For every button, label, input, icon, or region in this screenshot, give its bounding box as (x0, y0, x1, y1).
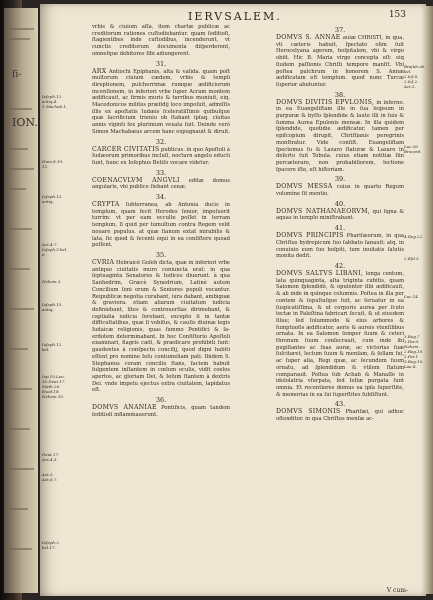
entry-43 (276, 400, 404, 422)
margin-note: Ieſeph.12. antiq.4. 1.Machab.1. (42, 94, 68, 109)
text-line (10, 268, 30, 270)
entry-number: 37. (334, 26, 346, 34)
entry-body (276, 184, 404, 197)
margin-note: Nehem.3. (42, 279, 62, 284)
margin-note: 4.Reg.22. (404, 234, 424, 239)
entry-text: Hebraicè Goſeh dicta, quæ in inferiori vrbe antiquo ciuitatis muro coniuncta erat: in qua ſeptuaginta Senatores & Iudices diuerunt. à qua Sanhedrim, Græcè Synedrium, Latinè autem Concilium ſeni orum & Seniores populi vocantur. Reipublicæ negotia curabant, iura dabant, ambiguæ & graviora. etiam aliarum ciuitatum iudicia definiebant, lites & controuerſias dirimebant, & captialia iudicia ſerebant, excepto ſi in tantæ difficultatibus, quæ ſi vobiſus, & cauſis diuinæ legis Iudaicæ religionis, quas ſummo Pontifici & ſa- erdotem determinabant. In hoc Conſiſtorio Apoſtoli examinari, flagris cæſi, & prædicare prohibiti ſunt: gaudentes à conſpectu concilij, quod digni habiti eſſent pro nomine Ieſu contumeliam pati. Ibidem S. Stephanus coram concilio ſtans, faciem habuit fulgentem inſtantem in cœlum oculis, vidit coelos apertos, ac gloriam Dei, & Ieſum ſtantem à dextris Dei. vnde impetu ejectus extra ciuitatem, lapidatus eſt. (92, 259, 230, 394)
entry-number: 38. (334, 90, 346, 99)
entry-heading: ARX (92, 67, 107, 75)
entry-text: cuius in quarto Regum volumine ſit mentio. (276, 184, 404, 198)
text-line (10, 468, 34, 470)
margin-note: Ioſeph.13. antiq. (42, 194, 63, 204)
text-line (10, 148, 28, 150)
left-column (92, 24, 230, 594)
text-line (10, 348, 28, 350)
margin-note: Num.8.19. 12. (42, 159, 64, 169)
entry-34 (92, 193, 230, 249)
entry-body (92, 178, 230, 191)
right-column (276, 24, 404, 594)
text-line (10, 428, 30, 430)
entry-35 (92, 251, 230, 394)
margin-note: Luc.14. (404, 294, 420, 299)
running-title: IERVSALEM. (188, 10, 282, 23)
entry-heading: CVRIA (92, 258, 115, 266)
entry-text: in inferno. in ea Euangeliſtam ille in ſua ſeipsum in purpuræ & byſſo ſplendide & laute illi in ſuis & ſumma Aurea Epulonis mensæ. In illa quidem ſplendide, quotidie ædificatur, tamen per epiſcopium dirupit, Chriſtianis peregrinis monſtratur. Vide conſiſt. Euangeliſtam ſpectemus ſu & Lazaro ſtaturæ & Lazaro in deſerto ſuit Tobula. cuius etiam notitiæ ſiin percæterare, non probabiliorem, lectione ſpacere iſte, eſt hiſtoriam. (276, 99, 404, 173)
entry-heading: DOMVS MESSA (276, 183, 333, 191)
entry-body (276, 209, 404, 222)
text-line (10, 228, 32, 230)
entry-text: Pontificis, quam tandem ſeditioſi inflammauerunt. (92, 405, 231, 418)
page-header (40, 9, 426, 25)
entry-text: auiæ CHRISTI, in qua, vti cæteris habuit, ſpectato olim ſuit Herocelyana agerem, hoſpitalem, vbi & virgo obiit. Hic B. Maria virgo concepta eſt: eiq ſiudem paſſionis Chriſti tempore manſit. Vbi poſtea pulchrum in honorem S. Annæ ædificatum eſt templum. quod nunc Turcæ ſuperior abutuntur. (276, 35, 404, 88)
entry-text: publicus. in quo Apoſtoli à Iudæorum primoribus incluſi, nocturn angelo educti ſunt, hunc ex Ioſephus Betiſo vocare videtur. (92, 146, 230, 166)
text-line (10, 308, 34, 310)
entry-text: Phariſæorum, in qua Chriſtus hydropicum ſuo ſabbato ſanauit: atq. in conuiuio eum ſuo hoſpiti, tum inuitatis ſalutis monita dedit. (276, 233, 405, 260)
margin-note: Braſub.ob. bel. 2.Ioſ.8. 2.Ioſ.2. Act.5. (404, 64, 426, 89)
text-line (10, 28, 34, 30)
right-margin-notes (404, 24, 426, 594)
left-page-edge (4, 8, 38, 593)
entry-heading: DOMVS NATHANAEORVM, (276, 207, 370, 215)
catchword: V cum- (386, 587, 408, 594)
entry-number: 35. (155, 250, 167, 259)
entry-37 (276, 26, 404, 89)
book-page (40, 4, 426, 596)
entry-body (276, 35, 404, 89)
left-page-fragment: ſi- (12, 70, 22, 80)
left-margin-notes (42, 24, 92, 594)
entry-36 (92, 396, 230, 418)
entry-38 (276, 91, 404, 174)
margin-note: 3.Reg.7. 2.Par.9. Nehem. 2.Reg.10. 2.Par.1. 3.Reg.10. Lau.8. (404, 334, 424, 369)
entry-33 (92, 169, 230, 191)
folio-number: 153 (388, 10, 406, 20)
text-line (10, 508, 28, 510)
entry-number: 41. (334, 224, 346, 233)
entry-body (92, 260, 230, 394)
entry-number: 33. (155, 168, 167, 177)
entry-text: longa centum, lata quinquaginta, alta triginta cubitis, quam Salomon ſplendidè, & opulenter ſibi ædificauit, & ab inde in quinque columnis. Poſtea in illa per contem & ſepultuſque ſuit, ac ſeruatur in ea ſuspicatiſſima, & ut corporis aurea per ſcuto tectæ in Paleſtina fabricari ſecuit, & ut eiusdem ſilue; ſed ſolummodo & eius arbores & ſumptuoſis ædificatur, aeris & aureis vtenſilibus ornata. In ea Salomon ſemper ſuum & ceteri thronum ſuum conſecrauit, cum inde ibi pugillantes ac ſuas auræ, ac victorias ſuæ ſuſcitaret, lectum ſuum & menſam, & ſellam ſui, ac ſuper alia, Regi quæ, ac ſecundum ſuum ornatu, ad ſplendidum & vtilem ſtatum comparauit. Poſtea ſub Achab & Manaſſe in idololatria vſurpata, ſed Ioſiæ purgata ſunt omnia. Et recentiores domus ea ipſa ſuperſtite, & memorias in ea ſui ſuperſtites ſubſiſtunt. (276, 270, 405, 398)
entry-number: 39. (334, 175, 346, 184)
entry-body (92, 147, 230, 167)
entry-heading: CRYPTA (92, 201, 120, 209)
entry-number: 32. (155, 137, 167, 146)
entry-text: ſubterranea, ab Antonia ducis in templum, quam fecit Herodes ſenior, impoſuerit turrim: vt per eam occulte poſſet in terram templum, ſi quid per tumultum contra Regem velit nouare populus. at quæ ſianum extat mirabilis & lata, ſic quod & ſecenti equi in ea conſiſtere quoad poſſent. (92, 202, 230, 249)
margin-note: Ioſeph.15. antiq. (42, 302, 63, 312)
page-edge (426, 6, 433, 594)
margin-note: Deut.17. Act.4.5. (42, 452, 60, 462)
entry-number: 42. (334, 261, 346, 270)
margin-note: Iap.10.Leu. 16.Deut.17. Math.26. Exod.18. Nehem.10. (42, 374, 66, 399)
entry-heading: DOMVS S. ANNAE (276, 34, 341, 41)
text-line (10, 388, 32, 390)
margin-note: Luc.16. Brocard. (404, 144, 422, 154)
entry-number: 36. (155, 396, 167, 405)
margin-note: 2.Eſd.3. (404, 256, 420, 261)
entry-body (276, 271, 404, 398)
entry-42 (276, 262, 404, 398)
entry-body (92, 69, 230, 136)
margin-note: Ioſeph.2. bel.17. (42, 540, 61, 550)
entry-heading: DOMVS SALTVS LIBANI, (276, 269, 364, 277)
intro-paragraph: vrbis & ciuium aſſa, item chartæ publicæ ac creditorum rationes cuſtodiebantur. quam ſeditioſi, ſtagientibus inde cuſtodibus, incenderunt, vt cunctis creditorum documenta diſperderent, omneſque debitores ſibi adiungerent. (92, 24, 230, 57)
entry-text: qui ligna & aquas in templo miniſtrabant. (276, 208, 404, 222)
entry-heading: CARCER CIVITATIS (92, 145, 160, 153)
entry-number: 31. (155, 59, 167, 68)
entry-body (92, 405, 230, 418)
entry-31 (92, 60, 230, 136)
entry-text: editæ domus angularis, vbi publice ſiebant cenæ. (92, 177, 230, 191)
entry-text: Phariſæi, qui adhuc oſtenditur. in qua Chriſtus menſæ ac- (276, 409, 404, 423)
entry-heading: DOMVS ANANIAE (92, 404, 157, 412)
text-line (10, 168, 34, 170)
text-line (10, 548, 32, 550)
entry-heading: DOMVS DIVITIS EPVLONIS, (276, 98, 375, 106)
entry-32 (92, 138, 230, 167)
text-line (10, 188, 26, 190)
entry-number: 40. (334, 199, 346, 208)
entry-41 (276, 224, 404, 260)
entry-body (276, 100, 404, 174)
entry-heading: DOMVS SIMONIS (276, 408, 341, 416)
entry-body (276, 409, 404, 422)
entry-39 (276, 175, 404, 197)
margin-note: Act.4.7. Ioſeph.5.bel. 6. (42, 242, 68, 257)
left-page-fragment: ION. (12, 116, 38, 129)
text-line (10, 38, 30, 40)
margin-note: Ioſeph.12. bel. (42, 342, 63, 352)
entry-body (276, 233, 404, 260)
entry-heading: DOMVS PRINCIPIS (276, 232, 344, 240)
margin-note: Act.5. Act.6.7. (42, 472, 58, 482)
entry-text: Antiochi Epiphanis, alta & valida. quam poſt multorum ciuium cædem, vrbis & templi direptionem, pulcherrimæ rumque ædificiorum incenſionem, in inferiori vrbe ſuper Acram montem ædificauit, ac firmis muris & turribus muniuit, eiq. Macedonicos milites præſidij loco impoſuit, admiſſis illis ex apoſtatis Iudæis ſceleratiſſimis quibuſque quæ ſacrificium trienio ob ſtabant ipſaq. ciuitas annis viginti ſex plurimum vexata ſuit. Deinde verò Simon Machabæus arcem hanc expugnauit & diruit. (92, 68, 230, 135)
entry-40 (276, 200, 404, 222)
text-line (10, 108, 32, 110)
entry-number: 43. (334, 400, 346, 409)
entry-number: 34. (155, 193, 167, 202)
entry-heading: COENACVLVM ANGVLI (92, 176, 180, 184)
entry-body (92, 202, 230, 249)
